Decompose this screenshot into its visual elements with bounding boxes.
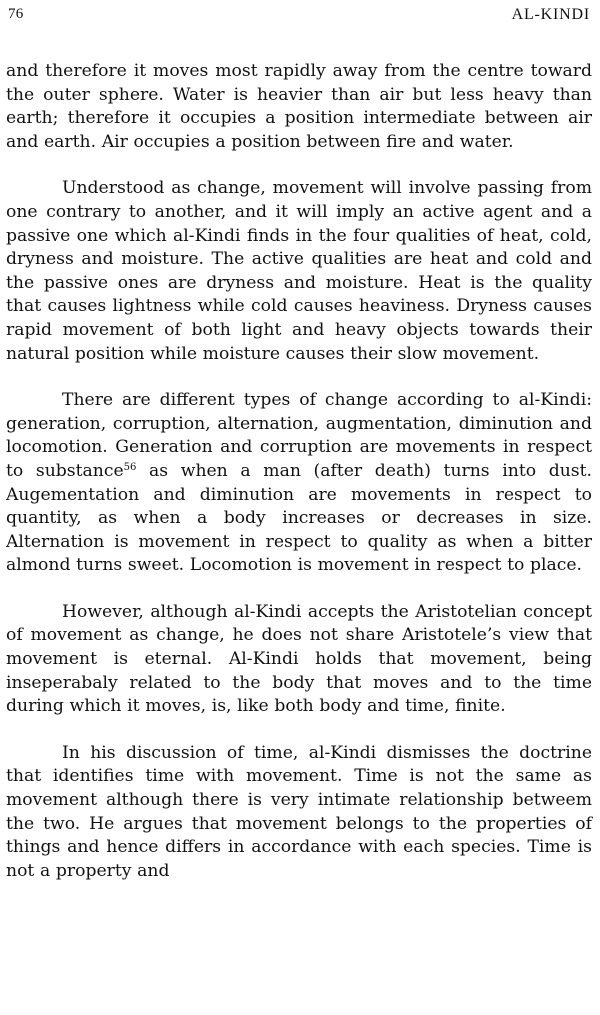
paragraph-3-text-before: There are different types of change according to al-Kindi: generation, corruption, alternation, augmentation, diminution and locomotion. Generation and corruption are movements in respect to substance	[6, 390, 592, 481]
paragraph-2: Understood as change, movement will involve passing from one contrary to another, and it will imply an active agent and a passive one which al-Kindi finds in the four qualities of heat, cold, dryness and moisture. The active qualities are heat and cold and the passive ones are dryness and moisture. Heat is the quality that causes lightness while cold causes heaviness. Dryness causes rapid movement of both light and heavy objects towards their natural position while moisture causes their slow movement.	[6, 178, 592, 364]
paragraph-3	[6, 389, 592, 578]
footnote-marker: 56	[123, 461, 137, 473]
paragraph-3-text-after: as when a man (after death) turns into dust. Augementation and diminution are movements in respect to quantity, as when a body increases or decreases in size. Alternation is movement in respect to quality as when a bitter almond turns sweet. Locomotion is movement in respect to place.	[6, 460, 592, 576]
running-title: AL-KINDI	[511, 6, 590, 23]
body-text	[6, 60, 592, 883]
page-number: 76	[8, 6, 24, 22]
paragraph-5: In his discussion of time, al-Kindi dismisses the doctrine that identifies time with movement. Time is not the same as movement although there is very intimate relationship betweem the two. He argues that movement belongs to the properties of things and hence differs in accordance with each species. Time is not a property and	[6, 742, 592, 881]
paragraph-1: and therefore it moves most rapidly away from the centre toward the outer sphere. Water is heavier than air but less heavy than earth; therefore it occupies a position intermediate between air and earth. Air occupies a position between fire and water.	[6, 61, 592, 152]
running-head	[6, 0, 592, 38]
paragraph-4: However, although al-Kindi accepts the Aristotelian concept of movement as change, he does not share Aristotele’s view that movement is eternal. Al-Kindi holds that movement, being inseperabaly related to the body that moves and to the time during which it moves, is, like both body and time, finite.	[6, 601, 592, 717]
